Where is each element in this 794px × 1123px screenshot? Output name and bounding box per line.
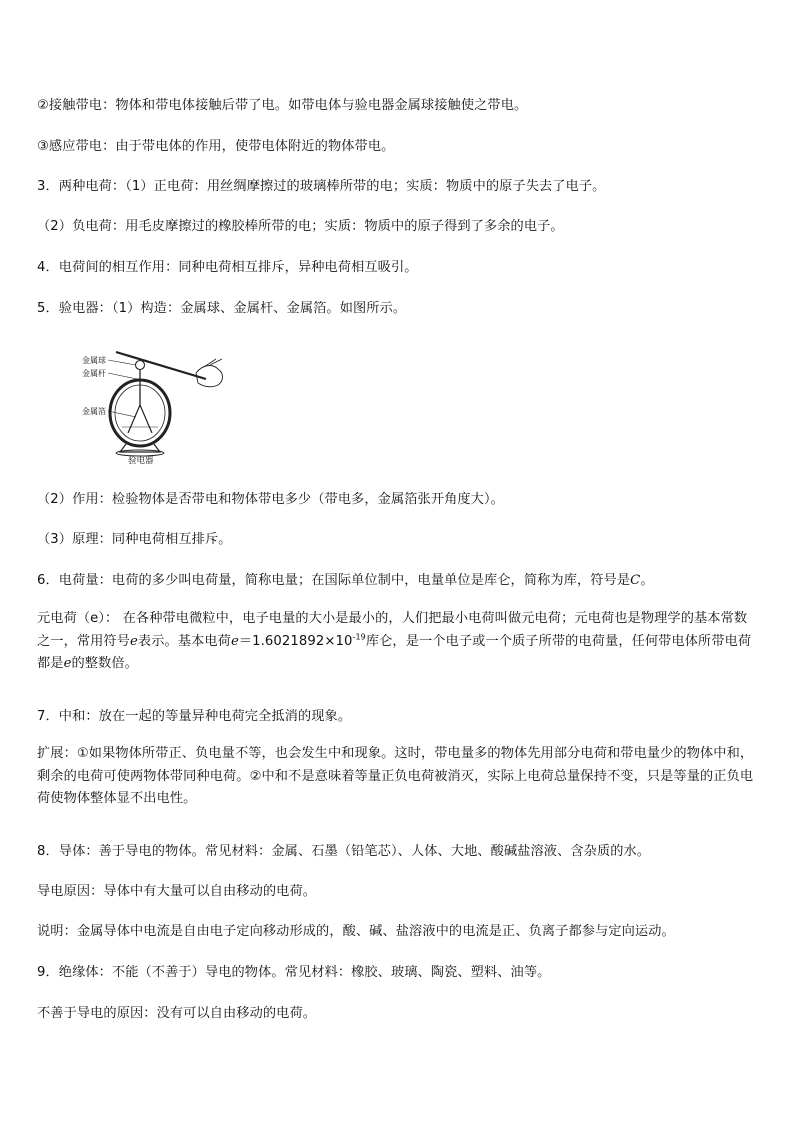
charged-rod — [116, 352, 206, 379]
electroscope-structure-line: 5．验电器：（1）构造：金属球、金属杆、金属箔。如图所示。 — [37, 301, 407, 316]
label-metal-foil: 金属箔 — [82, 407, 106, 416]
conductor-line: 8．导体：善于导电的物体。常见材料：金属、石墨（铅笔芯）、人体、大地、酸碱盐溶液、含杂质的水。 — [37, 844, 651, 859]
elementary-charge-part3: 库仑，是一个电子或一个质子所带的电荷量，任何带电体所带电荷都是 — [37, 633, 752, 671]
neutralization-line: 7．中和：放在一起的等量异种电荷完全抵消的现象。 — [37, 709, 352, 724]
figure-caption: 验电器 — [128, 456, 154, 465]
charge-quantity-end: 。 — [640, 573, 654, 588]
electroscope-function-line: （2）作用：检验物体是否带电和物体带电多少（带电多，金属箔张开角度大）。 — [37, 492, 504, 507]
symbol-e-3: e — [63, 656, 72, 671]
charge-quantity-line — [37, 570, 757, 591]
symbol-e-2: e — [230, 633, 239, 649]
metal-foil-right — [140, 405, 152, 433]
metal-ball — [136, 361, 145, 370]
insulator-line: 9．绝缘体：不能（不善于）导电的物体。常见材料：橡胶、玻璃、陶瓷、塑料、油等。 — [37, 965, 551, 980]
elementary-charge-paragraph — [37, 608, 757, 676]
elementary-charge-exponent: -19 — [352, 632, 366, 642]
symbol-e-1: e — [130, 633, 138, 649]
charge-interaction-line: 4．电荷间的相互作用：同种电荷相互排斥，异种电荷相互吸引。 — [37, 260, 418, 275]
two-charges-line: 3．两种电荷：（1）正电荷：用丝绸摩擦过的玻璃棒所带的电；实质：物质中的原子失去了电子。 — [37, 179, 606, 194]
contact-charging-line: ②接触带电：物体和带电体接触后带了电。如带电体与验电器金属球接触使之带电。 — [37, 98, 528, 113]
label-metal-rod: 金属杆 — [82, 369, 106, 378]
metal-foil-left — [128, 405, 140, 433]
electroscope-figure — [78, 345, 228, 465]
coulomb-symbol: C — [630, 573, 641, 588]
label-metal-ball: 金属球 — [82, 356, 106, 365]
conduction-reason-line: 导电原因：导体中有大量可以自由移动的电荷。 — [37, 884, 317, 899]
negative-charge-line: （2）负电荷：用毛皮摩擦过的橡胶棒所带的电；实质：物质中的原子得到了多余的电子。 — [37, 219, 564, 234]
electroscope-principle-line: （3）原理：同种电荷相互排斥。 — [37, 532, 232, 547]
insulation-reason-line: 不善于导电的原因：没有可以自由移动的电荷。 — [37, 1006, 317, 1021]
explanation-line: 说明：金属导体中电流是自由电子定向移动形成的，酸、碱、盐溶液中的电流是正、负离子都参与定向运动。 — [37, 924, 675, 939]
induction-charging-line: ③感应带电：由于带电体的作用，使带电体附近的物体带电。 — [37, 139, 395, 154]
expansion-paragraph: 扩展：①如果物体所带正、负电量不等，也会发生中和现象。这时，带电量多的物体先用部分电荷和带电量少的物体中和，剩余的电荷可使两物体带同种电荷。②中和不是意味着等量正负电荷被消灭，实际上电荷总量保持不变，只是等量的正负电荷使物体整体显不出电性。 — [37, 746, 754, 806]
elementary-charge-part4: 的整数倍。 — [71, 656, 138, 671]
elementary-charge-value: ＝1.6021892×10 — [238, 633, 353, 649]
charge-quantity-text: 6．电荷量：电荷的多少叫电荷量，简称电量；在国际单位制中，电量单位是库仑，简称为库，符号是 — [37, 573, 631, 588]
elementary-charge-part1: 元电荷（e）： 在各种带电微粒中，电子电量的大小是最小的，人们把最小电荷叫做元电荷；元电荷也是物理学的基本常数之一，常用符号 — [37, 611, 748, 649]
elementary-charge-part2: 表示。基本电荷 — [137, 633, 231, 649]
